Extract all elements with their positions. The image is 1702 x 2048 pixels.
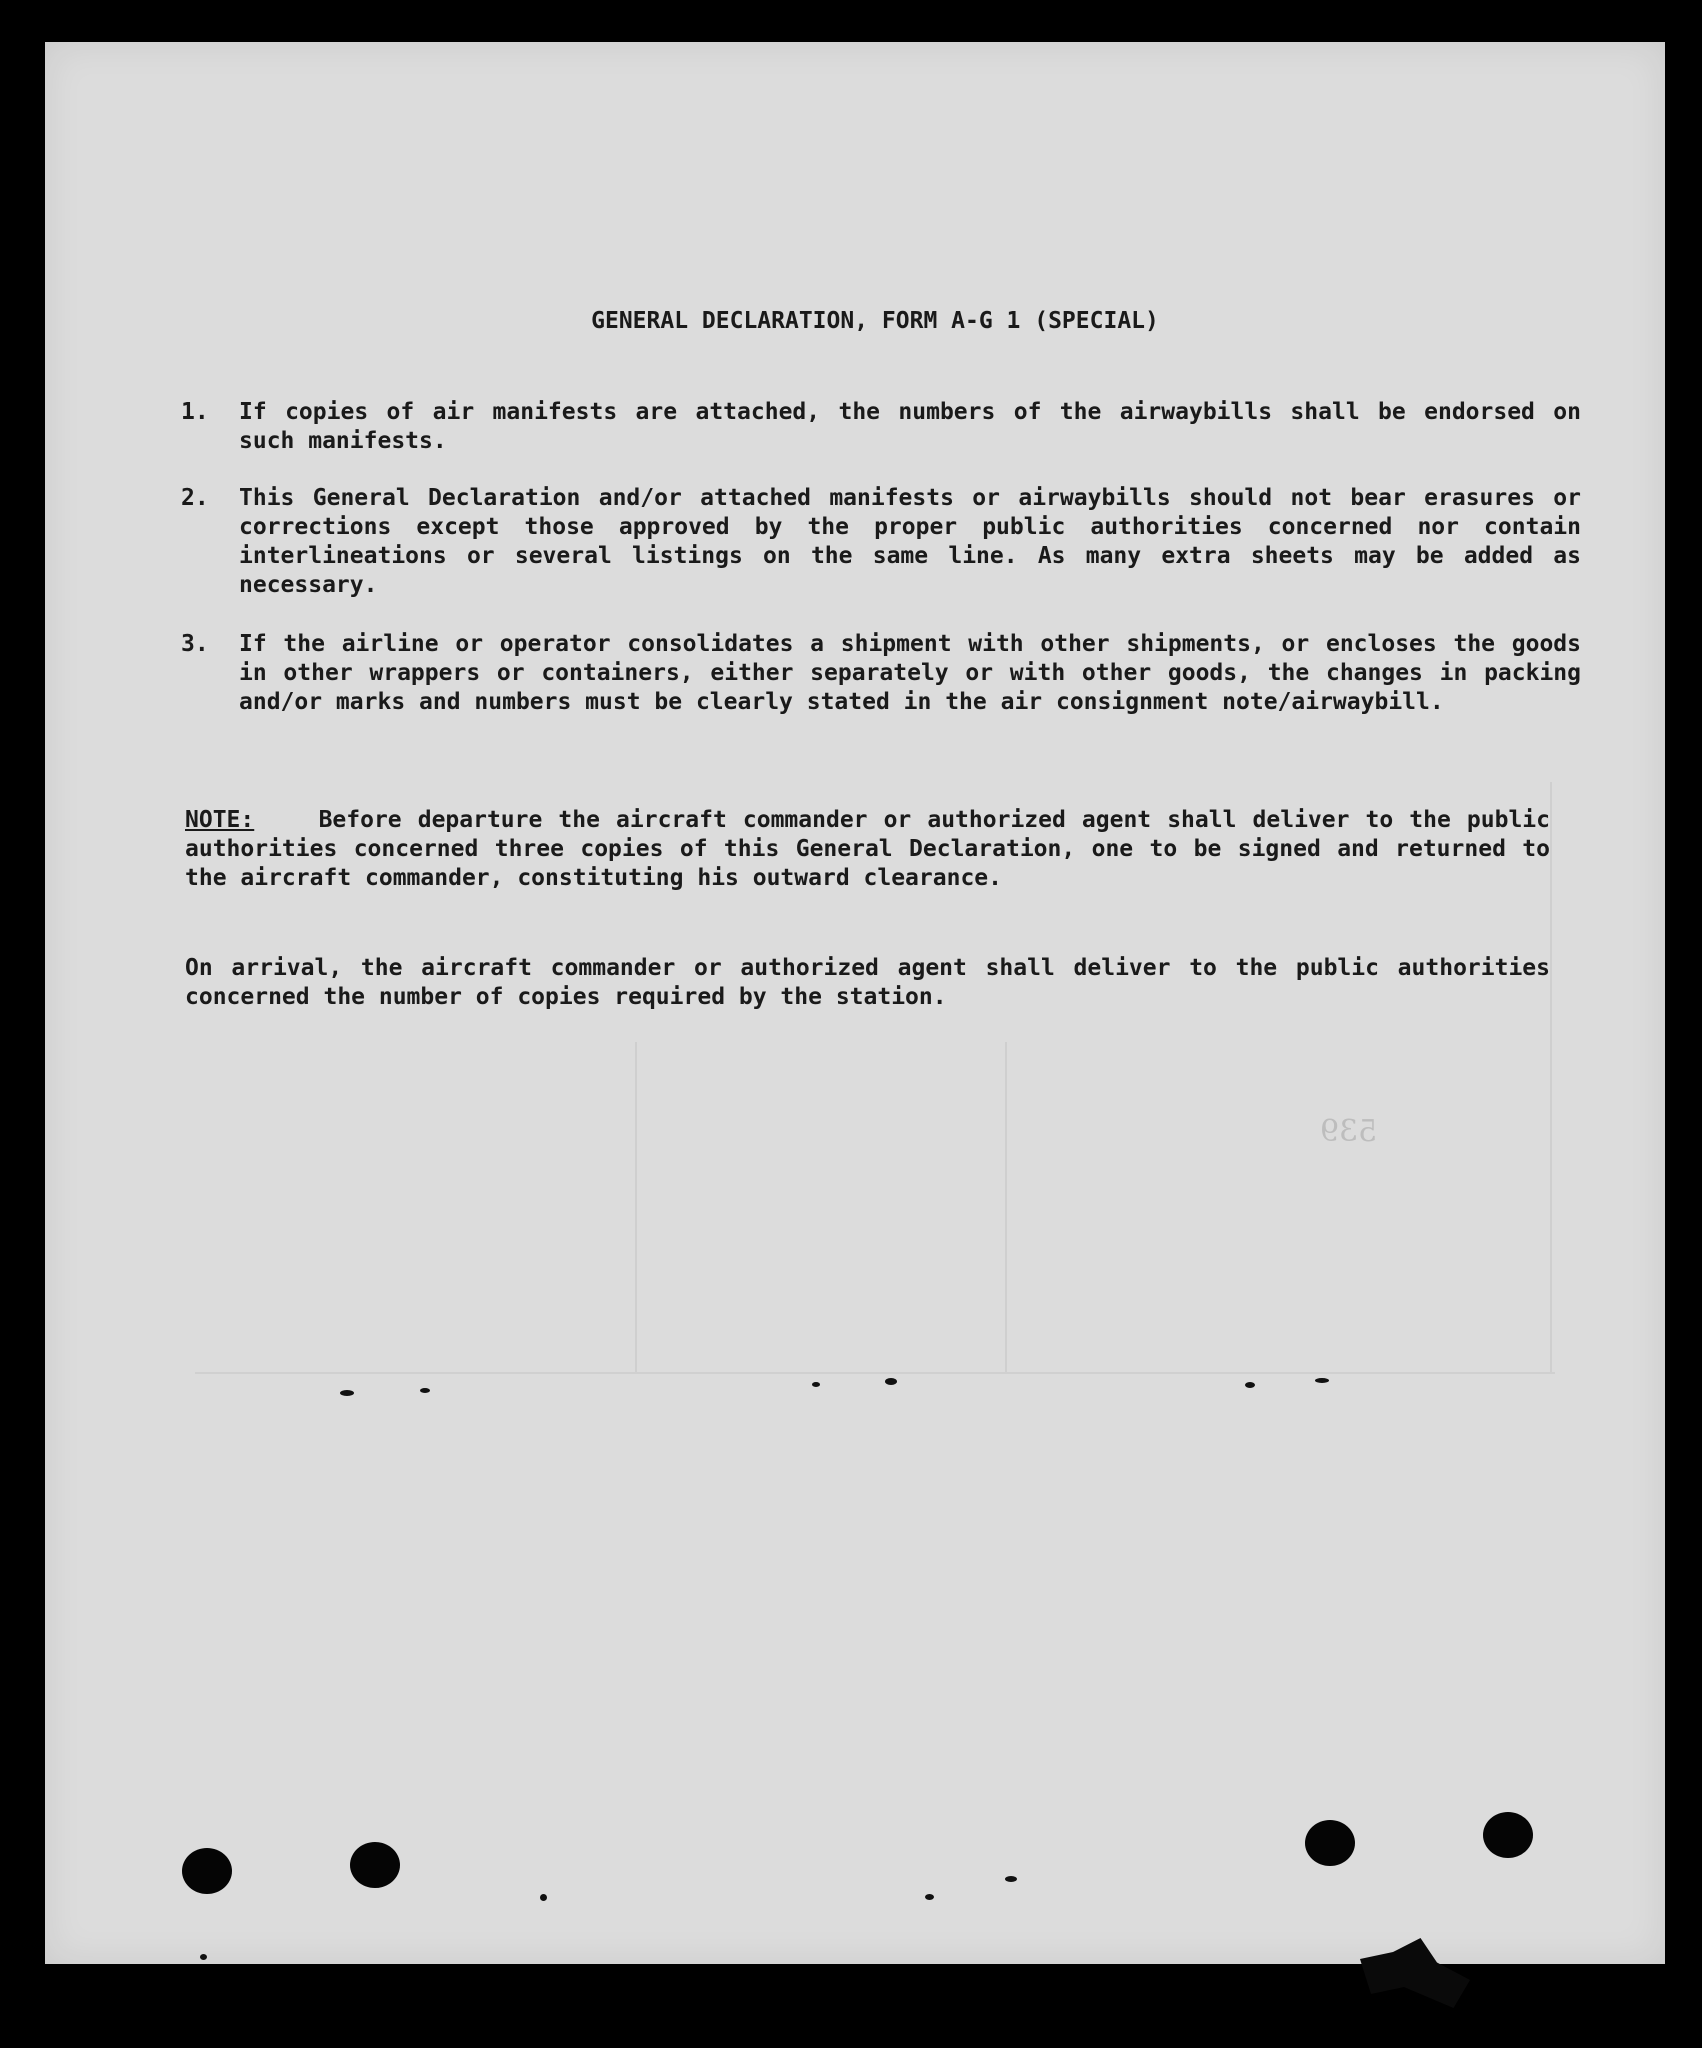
item-text: If copies of air manifests are attached, the numbers of the airwaybills shall be endorsed on such manifests.	[239, 399, 1581, 454]
speck	[1005, 1876, 1017, 1882]
item-text: If the airline or operator consolidates a shipment with other shipments, or encloses the goods in other wrappers or containers, either separately or with other goods, the changes in packing and/or marks and numbers must be clearly stated in the air consignment note/airwaybill.	[239, 631, 1581, 715]
note-text: Before departure the aircraft commander or authorized agent shall deliver to the public authorities concerned three copies of this General Declaration, one to be signed and returned to the aircraft commander, constituting his outward clearance.	[185, 807, 1550, 891]
speck	[340, 1390, 354, 1396]
punch-hole	[182, 1848, 232, 1894]
document-title: GENERAL DECLARATION, FORM A-G 1 (SPECIAL)	[591, 308, 1159, 334]
note-label: NOTE:	[185, 807, 255, 833]
list-item	[181, 630, 1581, 717]
document-page	[45, 42, 1665, 1964]
punch-hole	[1483, 1812, 1533, 1858]
show-through-rule	[1005, 1042, 1007, 1372]
arrival-paragraph: On arrival, the aircraft commander or authorized agent shall deliver to the public authorities concerned the number of copies required by the station.	[185, 955, 1550, 1010]
speck	[540, 1894, 547, 1901]
speck	[925, 1894, 934, 1900]
speck	[1245, 1382, 1255, 1388]
item-number: 2.	[181, 485, 209, 511]
speck	[200, 1954, 207, 1960]
note-paragraph	[185, 806, 1550, 893]
show-through-rule	[635, 1042, 637, 1372]
punch-hole	[350, 1842, 400, 1888]
speck	[812, 1382, 820, 1387]
show-through-rule	[195, 1372, 1555, 1374]
list-item	[181, 484, 1581, 600]
speck	[1315, 1378, 1329, 1383]
show-through-number: 539	[1320, 1114, 1378, 1149]
speck	[420, 1388, 430, 1393]
item-number: 3.	[181, 631, 209, 657]
show-through-rule	[1550, 782, 1552, 1372]
item-text: This General Declaration and/or attached manifests or airwaybills should not bear erasures or corrections except those approved by the proper public authorities concerned nor contain interlineations or several listings on the same line. As many extra sheets may be added as necessary.	[239, 485, 1581, 598]
speck	[885, 1378, 897, 1385]
item-number: 1.	[181, 399, 209, 425]
punch-hole	[1305, 1820, 1355, 1866]
list-item	[181, 398, 1581, 456]
